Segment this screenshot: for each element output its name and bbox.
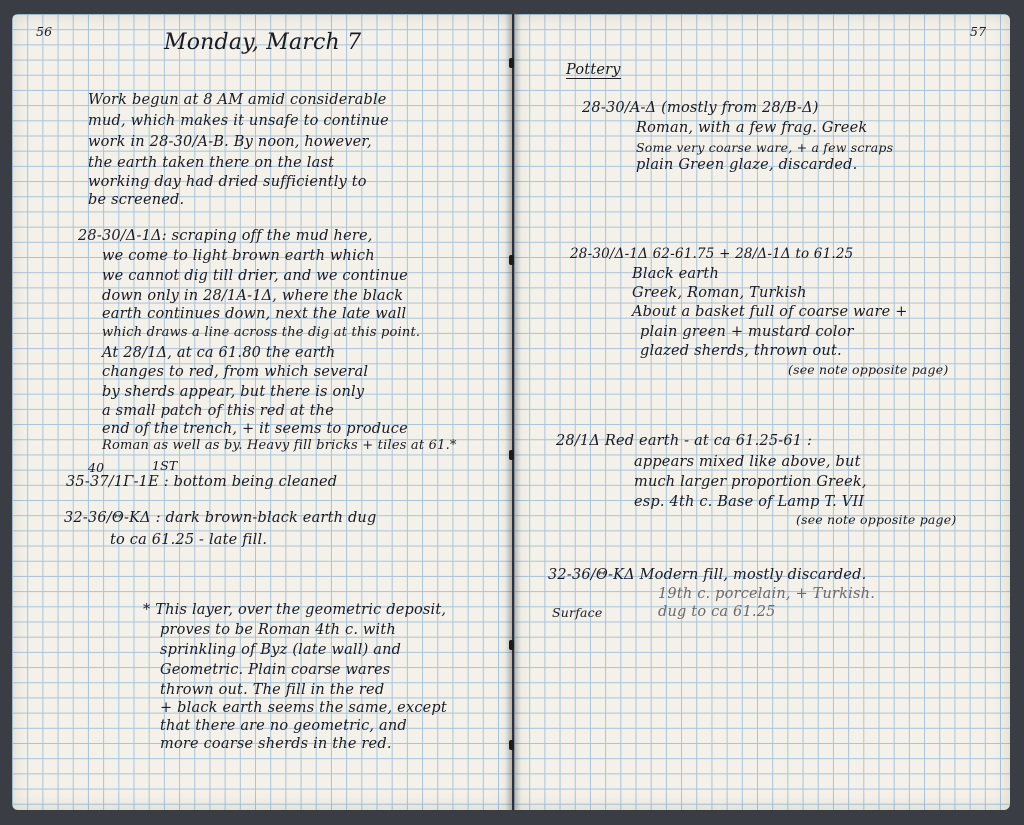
footnote-line: Geometric. Plain coarse wares [160, 662, 391, 678]
binding-gutter [505, 14, 521, 810]
footnote-line: that there are no geometric, and [160, 718, 407, 734]
para2-line: which draws a line across the dig at this point. [102, 325, 421, 340]
binding-stitch [509, 640, 514, 650]
para1-line: Work begun at 8 AM amid considerable [88, 92, 387, 108]
para2-line: 28-30/Δ-1Δ: scraping off the mud here, [78, 228, 373, 244]
pottery-entry2-line: Black earth [632, 266, 719, 282]
para2-line: changes to red, from which several [102, 364, 369, 380]
para1-line: be screened. [88, 192, 185, 208]
entry4-line: to ca 61.25 - late fill. [110, 532, 268, 548]
pottery-entry1-line: 28-30/A-Δ (mostly from 28/B-Δ) [582, 100, 819, 116]
para2-line: by sherds appear, but there is only [102, 384, 365, 400]
pottery-entry3-line: (see note opposite page) [796, 512, 957, 527]
date-heading: Monday, March 7 [164, 30, 362, 55]
surface-label: Surface [552, 605, 603, 620]
binding-stitch [509, 58, 514, 68]
footnote-line: proves to be Roman 4th c. with [160, 622, 396, 638]
pottery-entry4-line: 32-36/Θ-ΚΔ Modern fill, mostly discarded. [548, 567, 867, 583]
entry4-line: 32-36/Θ-ΚΔ : dark brown-black earth dug [64, 510, 377, 526]
page-number-right: 57 [970, 24, 987, 39]
para2-line: Roman as well as by. Heavy fill bricks + tiles at 61.* [102, 438, 457, 453]
pottery-heading: Pottery [566, 62, 621, 78]
footnote-line: sprinkling of Byz (late wall) and [160, 642, 402, 658]
entry3-superscript: 40 [88, 460, 105, 475]
binding-stitch [509, 450, 514, 460]
para2-line: At 28/1Δ, at ca 61.80 the earth [102, 345, 336, 361]
para2-line: down only in 28/1A-1Δ, where the black [102, 288, 404, 304]
para1-line: the earth taken there on the last [88, 155, 335, 171]
footnote-line: thrown out. The fill in the red [160, 682, 385, 698]
binding-stitch [509, 740, 514, 750]
entry3-line: 35-37/1Γ-1Ε : bottom being cleaned [66, 474, 338, 490]
pottery-entry3-line: esp. 4th c. Base of Lamp T. VII [634, 494, 865, 510]
pottery-entry2-line: 28-30/Δ-1Δ 62-61.75 + 28/Δ-1Δ to 61.25 [570, 246, 854, 262]
para2-line: a small patch of this red at the [102, 403, 334, 419]
pottery-entry2-line: (see note opposite page) [788, 362, 949, 377]
para2-line: end of the trench, + it seems to produce [102, 421, 408, 437]
para1-line: working day had dried sufficiently to [88, 174, 367, 190]
pottery-entry1-line: plain Green glaze, discarded. [636, 157, 858, 173]
entry3-superscript: 1ST [152, 458, 178, 473]
footnote-line: + black earth seems the same, except [160, 700, 447, 716]
para2-line: earth continues down, next the late wall [102, 306, 407, 322]
para2-line: we come to light brown earth which [102, 248, 375, 264]
para1-line: work in 28-30/A-B. By noon, however, [88, 134, 372, 150]
pottery-entry4-line: 19th c. porcelain, + Turkish. [658, 586, 875, 602]
pottery-entry2-line: Greek, Roman, Turkish [632, 285, 807, 301]
pottery-entry1-line: Roman, with a few frag. Greek [636, 120, 868, 136]
pottery-entry4-line: dug to ca 61.25 [658, 604, 776, 620]
binding-stitch [509, 255, 514, 265]
pottery-entry2-line: glazed sherds, thrown out. [640, 343, 842, 359]
pottery-entry3-line: 28/1Δ Red earth - at ca 61.25-61 : [556, 433, 813, 449]
pottery-entry3-line: appears mixed like above, but [634, 454, 861, 470]
pottery-entry2-line: plain green + mustard color [640, 324, 854, 340]
footnote-line: more coarse sherds in the red. [160, 736, 392, 752]
pottery-entry3-line: much larger proportion Greek, [634, 474, 867, 490]
footnote-line: * This layer, over the geometric deposit, [143, 602, 447, 618]
pottery-entry1-line: Some very coarse ware, + a few scraps [636, 140, 894, 155]
para2-line: we cannot dig till drier, and we continue [102, 268, 408, 284]
page-number-left: 56 [36, 24, 53, 39]
pottery-entry2-line: About a basket full of coarse ware + [632, 304, 908, 320]
para1-line: mud, which makes it unsafe to continue [88, 113, 389, 129]
